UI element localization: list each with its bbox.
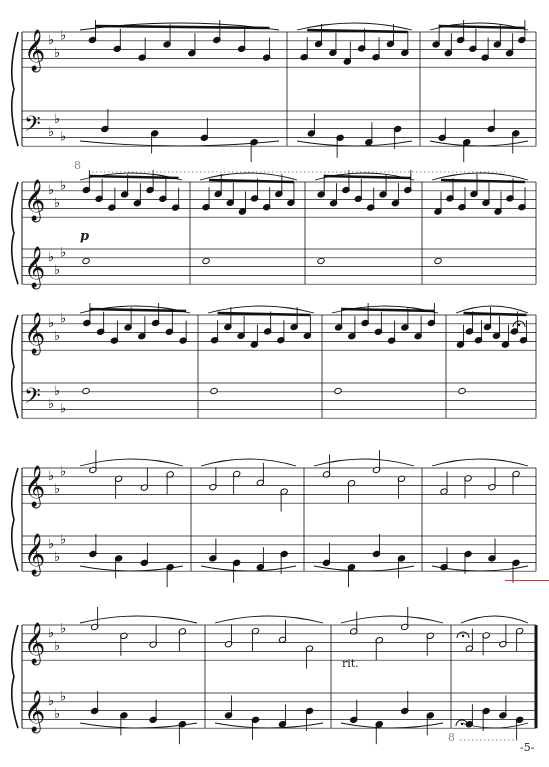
- key-flat-icon: ♭: [54, 639, 61, 655]
- key-flat-icon: ♭: [60, 464, 67, 480]
- key-flat-icon: ♭: [48, 469, 55, 484]
- key-flat-icon: ♭: [54, 329, 61, 345]
- key-flat-icon: ♭: [48, 626, 55, 641]
- ritardando-mark: rit.: [342, 657, 359, 670]
- bass-whole-note: [202, 257, 210, 264]
- page-number: -5-: [520, 741, 535, 754]
- treble-clef-icon: 𝄞: [24, 466, 46, 507]
- key-flat-icon: ♭: [48, 250, 55, 265]
- dynamic-piano: p: [80, 229, 90, 244]
- key-flat-icon: ♭: [48, 537, 55, 552]
- bass-whole-note: [458, 387, 466, 394]
- key-flat-icon: ♭: [60, 129, 67, 145]
- bass-clef-icon: 𝄢: [24, 112, 41, 142]
- key-flat-icon: ♭: [54, 112, 61, 127]
- bass-slur: [430, 141, 528, 146]
- bass-slur: [341, 723, 443, 728]
- treble-slur: [432, 459, 528, 466]
- system-2-brace: [12, 182, 18, 284]
- treble-slur: [314, 459, 414, 466]
- system-3-brace: [12, 315, 18, 418]
- fermata-dot-icon: [462, 635, 464, 637]
- bass-slur: [314, 566, 414, 571]
- fermata-dot-icon: [518, 324, 520, 326]
- treble-clef-icon: 𝄞: [24, 180, 46, 221]
- treble-slur: [461, 616, 528, 623]
- bass-whole-note: [210, 387, 218, 394]
- key-flat-icon: ♭: [54, 384, 61, 399]
- key-flat-icon: ♭: [54, 707, 61, 723]
- bass-whole-note: [334, 387, 342, 394]
- bass-whole-note: [82, 387, 90, 394]
- treble-clef-icon: 𝄞: [24, 313, 46, 354]
- key-flat-icon: ♭: [60, 245, 67, 261]
- key-flat-icon: ♭: [48, 397, 55, 413]
- key-flat-icon: ♭: [48, 694, 55, 709]
- key-flat-icon: ♭: [60, 621, 67, 637]
- key-flat-icon: ♭: [54, 550, 61, 566]
- system-4-brace: [12, 468, 18, 571]
- system-5-brace: [12, 625, 18, 728]
- bass-slur: [201, 566, 296, 571]
- bass-whole-note: [317, 257, 325, 264]
- key-flat-icon: ♭: [54, 263, 61, 279]
- bass-clef-icon: 𝄢: [24, 384, 41, 414]
- key-flat-icon: ♭: [48, 316, 55, 331]
- key-flat-icon: ♭: [48, 183, 55, 198]
- bass-slur: [80, 141, 279, 146]
- margin-mark: [505, 580, 549, 581]
- bass-whole-note: [82, 257, 90, 264]
- bass-whole-note: [434, 257, 442, 264]
- key-flat-icon: ♭: [48, 125, 55, 141]
- key-flat-icon: ♭: [54, 46, 61, 62]
- key-flat-icon: ♭: [48, 33, 55, 48]
- treble-clef-icon: 𝄞: [24, 30, 46, 71]
- system-1-brace: [12, 32, 18, 146]
- treble-slur: [215, 616, 323, 623]
- key-flat-icon: ♭: [60, 532, 67, 548]
- ottava-mark-bottom: 8: [448, 731, 455, 744]
- treble-slur: [201, 459, 296, 466]
- treble-clef-icon: 𝄞: [24, 247, 46, 288]
- key-flat-icon: ♭: [54, 196, 61, 212]
- key-flat-icon: ♭: [60, 311, 67, 327]
- key-flat-icon: ♭: [60, 178, 67, 194]
- treble-clef-icon: 𝄞: [24, 623, 46, 664]
- fermata-dot-icon: [461, 723, 463, 725]
- treble-clef-icon: 𝄞: [24, 691, 46, 732]
- treble-clef-icon: 𝄞: [24, 534, 46, 575]
- key-flat-icon: ♭: [60, 28, 67, 44]
- key-flat-icon: ♭: [54, 482, 61, 498]
- ottava-mark-top: 8: [74, 159, 81, 172]
- key-flat-icon: ♭: [60, 401, 67, 417]
- key-flat-icon: ♭: [60, 689, 67, 705]
